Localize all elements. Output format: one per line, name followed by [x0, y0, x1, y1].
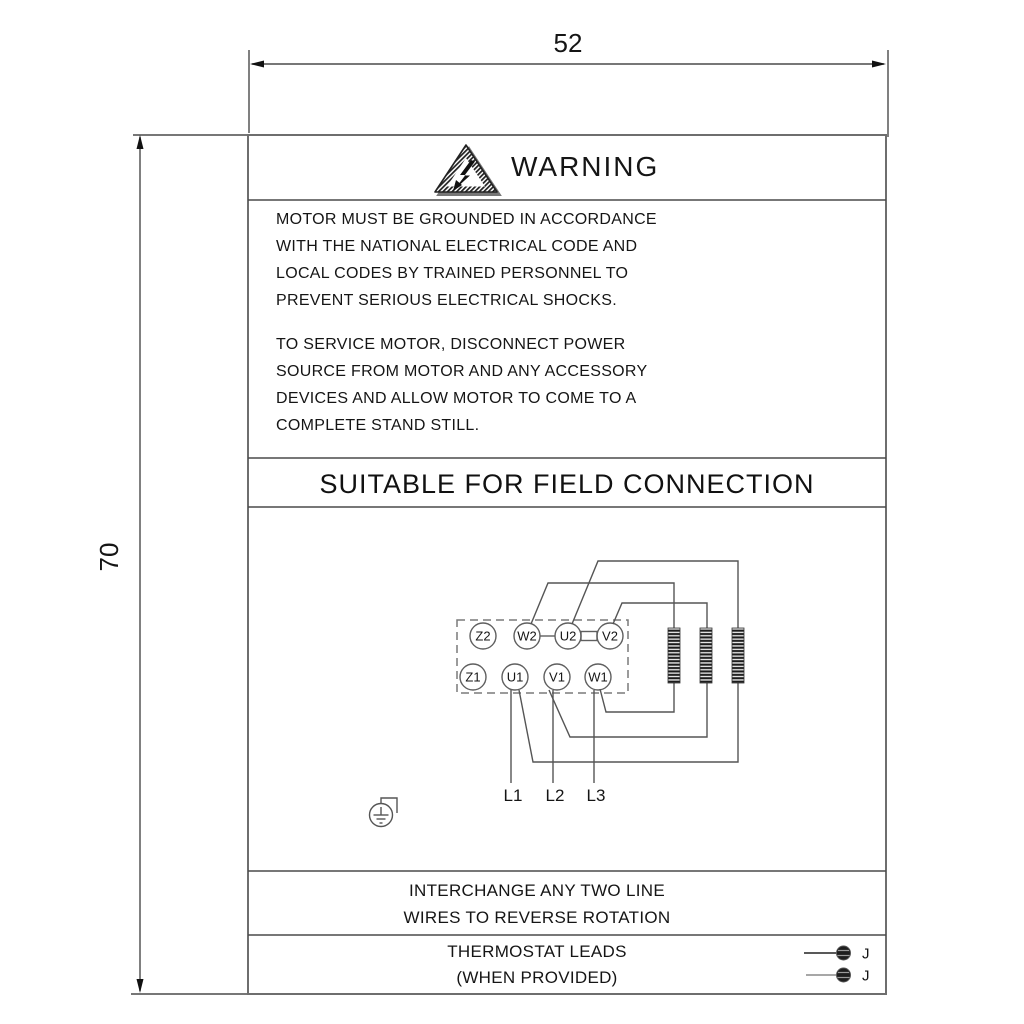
rotation-note-line1: INTERCHANGE ANY TWO LINE: [409, 881, 665, 900]
warning-text-line: MOTOR MUST BE GROUNDED IN ACCORDANCE: [276, 211, 657, 228]
warning-text-line: SOURCE FROM MOTOR AND ANY ACCESSORY: [276, 363, 648, 380]
svg-text:L1: L1: [503, 786, 523, 805]
winding-coils: [668, 628, 744, 683]
warning-text-line: TO SERVICE MOTOR, DISCONNECT POWER: [276, 336, 626, 353]
warning-text-line: PREVENT SERIOUS ELECTRICAL SHOCKS.: [276, 292, 617, 309]
svg-text:J: J: [862, 967, 870, 985]
thermostat-note-line2: (WHEN PROVIDED): [456, 968, 618, 987]
svg-text:V2: V2: [602, 628, 618, 644]
warning-text-line: LOCAL CODES BY TRAINED PERSONNEL TO: [276, 265, 629, 282]
line-lead-labels: [504, 786, 606, 805]
svg-text:J: J: [862, 945, 870, 963]
terminal-labels: [465, 629, 618, 685]
svg-text:Z2: Z2: [475, 628, 491, 644]
left-dimension: [131, 135, 248, 994]
high-voltage-warning-triangle-icon: [435, 145, 500, 195]
svg-text:Z1: Z1: [465, 669, 481, 685]
label-border: [248, 135, 886, 994]
field-connection-title: SUITABLE FOR FIELD CONNECTION: [319, 469, 815, 499]
svg-text:W2: W2: [517, 628, 537, 644]
section-dividers: [248, 200, 886, 935]
svg-text:L2: L2: [545, 786, 565, 805]
svg-text:V1: V1: [549, 669, 565, 685]
svg-text:U1: U1: [506, 669, 524, 685]
thermostat-note-line1: THERMOSTAT LEADS: [447, 942, 627, 961]
svg-text:W1: W1: [588, 669, 608, 685]
warning-text-line: DEVICES AND ALLOW MOTOR TO COME TO A: [276, 390, 637, 407]
protective-earth-ground-icon: [370, 798, 398, 827]
warning-title: WARNING: [511, 151, 660, 182]
height-dimension-label: 70: [94, 542, 124, 572]
warning-text-line: COMPLETE STAND STILL.: [276, 417, 480, 434]
width-dimension-label: 52: [553, 28, 583, 58]
rotation-note-line2: WIRES TO REVERSE ROTATION: [403, 908, 671, 927]
warning-text-line: WITH THE NATIONAL ELECTRICAL CODE AND: [276, 238, 638, 255]
svg-text:L3: L3: [586, 786, 606, 805]
svg-text:U2: U2: [559, 628, 577, 644]
top-dimension: [249, 50, 888, 137]
